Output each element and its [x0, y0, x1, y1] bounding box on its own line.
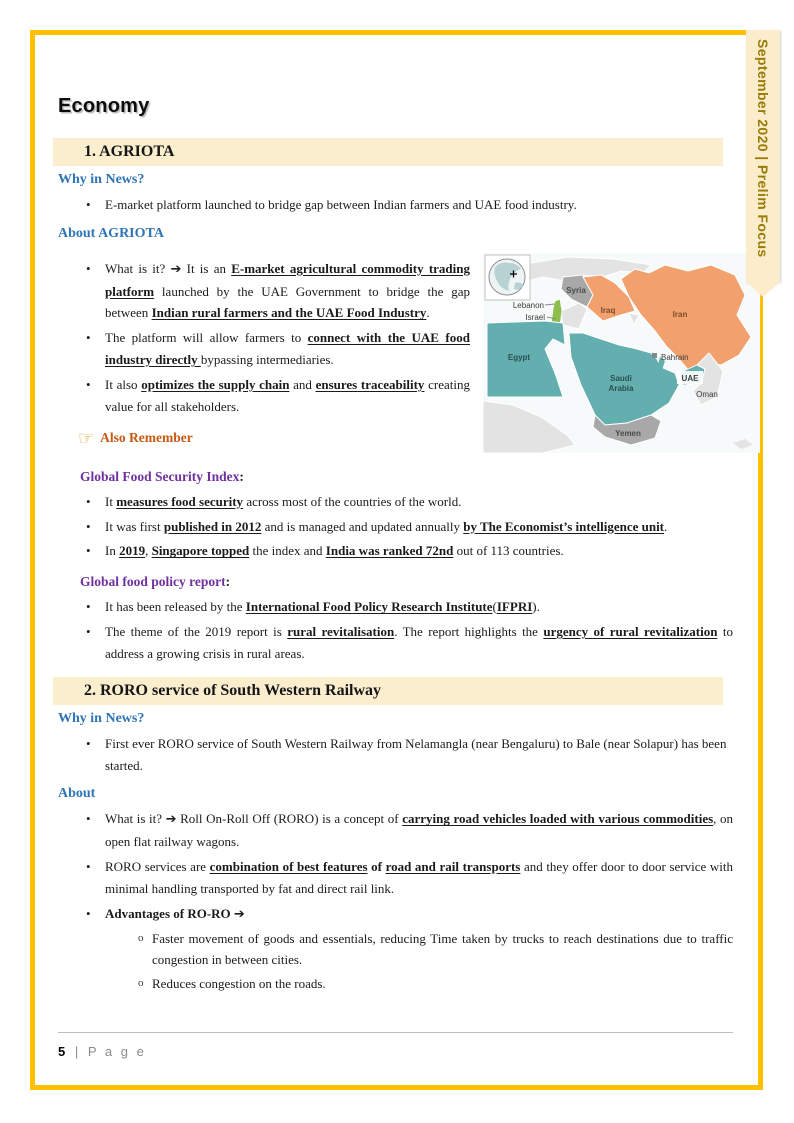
section-1-about-heading: About AGRIOTA — [58, 225, 164, 241]
map-label-uae: UAE — [681, 373, 699, 383]
list-item: • It has been released by the International Food Policy Research Institute(IFPRI). — [58, 596, 733, 618]
list-item: • What is it? ➔ It is an E-market agricultural commodity trading platform launched by the UAE Government to bridge the gap between Indian rural farmers and the UAE Food Industry. — [58, 258, 470, 324]
gfsi-heading-label: Global Food Security Index — [80, 468, 240, 484]
footer-divider-line — [58, 1032, 733, 1033]
list-item: • The platform will allow farmers to connect with the UAE food industry directly bypassing intermediaries. — [58, 327, 470, 371]
page-border-frame — [30, 30, 763, 1090]
ribbon-label: September 2020 | Prelim Focus — [755, 39, 771, 258]
map-label-lebanon: Lebanon — [512, 300, 544, 310]
advantages-sublist — [105, 928, 733, 995]
also-remember-label: Also Remember — [100, 430, 193, 446]
list-item: • What is it? ➔ Roll On-Roll Off (RORO) is a concept of carrying road vehicles loaded with various commodities, on open flat railway wagons. — [58, 808, 733, 853]
middle-east-map — [483, 253, 760, 453]
list-item: • First ever RORO service of South Western Railway from Nelamangla (near Bengaluru) to Bale (near Solapur) has been started. — [58, 733, 733, 777]
section-1-about-text-column — [58, 252, 470, 449]
gfsi-heading — [58, 469, 733, 485]
list-item: • In 2019, Singapore topped the index and India was ranked 72nd out of 113 countries. — [58, 540, 733, 562]
list-item: • It also optimizes the supply chain and ensures traceability creating value for all stakeholders. — [58, 374, 470, 418]
map-label-saudi-line2: Arabia — [608, 383, 634, 393]
gfpr-heading — [58, 574, 733, 590]
advantages-label: Advantages of RO-RO ➔ — [105, 905, 245, 922]
section-1-about-list — [58, 258, 470, 418]
list-item: o Faster movement of goods and essentials, reducing Time taken by trucks to reach destinations due to traffic congestion in between cities. — [105, 928, 733, 972]
gfsi-heading-colon: : — [239, 468, 244, 484]
list-item: • RORO services are combination of best features of road and rail transports and they offer door to door service with minimal handling transported by fat and direct rail link. — [58, 856, 733, 900]
section-2-about-heading: About — [58, 786, 96, 802]
map-label-oman: Oman — [696, 389, 718, 399]
map-label-syria: Syria — [566, 285, 586, 295]
map-label-iran: Iran — [672, 309, 688, 319]
list-item — [58, 903, 733, 995]
list-item: • It measures food security across most of the countries of the world. — [58, 491, 733, 513]
map-marker-bahrain — [652, 353, 657, 358]
list-item: o Reduces congestion on the roads. — [105, 973, 733, 995]
map-label-bahrain: Bahrain — [661, 352, 689, 362]
pointing-hand-icon: ☞ — [78, 427, 95, 449]
footer-separator: | — [74, 1044, 79, 1059]
section-1-heading-label: 1. AGRIOTA — [84, 143, 175, 160]
map-label-israel: Israel — [525, 312, 545, 322]
gfpr-list — [58, 596, 733, 664]
section-1-why-heading: Why in News? — [58, 172, 145, 187]
page-number: 5 — [58, 1044, 66, 1059]
gfpr-heading-label: Global food policy report — [80, 574, 226, 590]
map-label-egypt: Egypt — [507, 352, 531, 362]
list-item: • It was first published in 2012 and is managed and updated annually by The Economist’s intelligence unit. — [58, 516, 733, 538]
section-1-about-row — [58, 252, 733, 453]
map-globe-inset — [485, 255, 530, 300]
list-item: • E-market platform launched to bridge gap between Indian farmers and UAE food industry. — [58, 194, 733, 216]
footer-page-label: P a g e — [87, 1044, 147, 1059]
gfpr-heading-colon: : — [225, 574, 231, 590]
map-label-saudi-line1: Saudi — [610, 373, 632, 383]
section-2-heading — [53, 677, 723, 705]
map-label-yemen: Yemen — [615, 428, 641, 438]
section-2-about-list — [58, 808, 733, 995]
list-item: • The theme of the 2019 report is rural revitalisation. The report highlights the urgency of rural revitalization to address a growing crisis in rural areas. — [58, 621, 733, 665]
map-label-iraq: Iraq — [600, 305, 616, 315]
side-ribbon — [746, 30, 780, 282]
section-2-why-list — [58, 733, 733, 777]
section-2-heading-label: 2. RORO service of South Western Railway — [84, 681, 382, 699]
gfsi-list — [58, 491, 733, 562]
section-2-why-heading: Why in News? — [58, 710, 145, 726]
section-1-why-list — [58, 194, 733, 216]
also-remember-note — [58, 428, 470, 449]
page-title: Economy — [58, 95, 150, 117]
page-footer — [58, 1044, 146, 1059]
section-1-map-column — [470, 252, 760, 453]
section-1-heading — [53, 138, 723, 166]
